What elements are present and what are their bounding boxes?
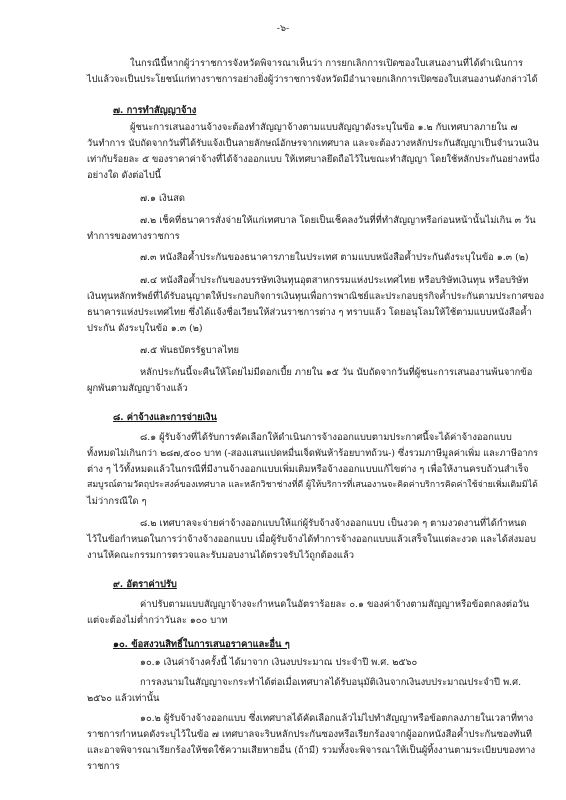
section-7-paragraph-line: วันทำการ นับถัดจากวันที่ได้รับแจ้งเป็นลายลักษณ์อักษรจากเทศบาล และจะต้องวางหลักประกันสัญญาเป็นจำนวนเงิน bbox=[87, 138, 539, 149]
section-9-paragraph-line: แต่จะต้องไม่ต่ำกว่าวันละ ๑๐๐ บาท bbox=[87, 615, 228, 626]
item-10-2-line: ๑๐.๒ ผู้รับจ้างจ้างออกแบบ ซึ่งเทศบาลได้คัดเลือกแล้วไม่ไปทำสัญญาหรือข้อตกลงภายในเวลาที่ทาง bbox=[140, 713, 534, 724]
section-7-paragraph-line: ผู้ชนะการเสนองานจ้างจะต้องทำสัญญาจ้างตามแบบสัญญาดังระบุในข้อ ๑.๒ กับเทศบาลภายใน ๗ bbox=[130, 122, 518, 133]
item-8-1-line: ไม่ว่ากรณีใด ๆ bbox=[87, 496, 147, 507]
item-7-4-line: ประกัน ดังระบุในข้อ ๑.๓ (๒) bbox=[87, 323, 203, 334]
item-8-2-line: ไว้ในข้อกำหนดในการว่าจ้างจ้างออกแบบ เมื่อผู้รับจ้างได้ทำการจ้างออกแบบแล้วเสร็จในแต่ละงวด และได้ส่งมอบ bbox=[87, 534, 536, 545]
section-9-heading: ๙. อัตราค่าปรับ bbox=[113, 579, 177, 590]
item-10-2-line: และอาจพิจารณาเรียกร้องให้ชดใช้ความเสียหายอื่น (ถ้ามี) รวมทั้งจะพิจารณาให้เป็นผู้ทิ้งงานตามระเบียบของทาง bbox=[87, 745, 536, 756]
item-7-2-line: ๗.๒ เช็คที่ธนาคารสั่งจ่ายให้แก่เทศบาล โดยเป็นเช็คลงวันที่ที่ทำสัญญาหรือก่อนหน้านั้นไม่เกิน ๓ วัน bbox=[140, 215, 536, 226]
item-7-1: ๗.๑ เงินสด bbox=[140, 193, 185, 204]
item-10-2-line: ราชการกำหนดดังระบุไว้ในข้อ ๗ เทศบาลจะริบหลักประกันซองหรือเรียกร้องจากผู้ออกหนังสือค้ำประกันซองทันที bbox=[87, 729, 532, 740]
item-8-1-line: ๘.๑ ผู้รับจ้างที่ได้รับการคัดเลือกให้ดำเนินการจ้างออกแบบตามประกาศนี้จะได้ค่าจ้างออกแบบ bbox=[140, 432, 512, 443]
item-10-1-line: ๑๐.๑ เงินค่าจ้างครั้งนี้ ได้มาจาก เงินงบประมาณ ประจำปี พ.ศ. ๒๕๖๐ bbox=[140, 657, 418, 668]
intro-line: ไปแล้วจะเป็นประโยชน์แก่ทางราชการอย่างยิ่งผู้ว่าราชการจังหวัดมีอำนาจยกเลิกการเปิดซองใบเสนองานดังกล่าวได้ bbox=[87, 74, 538, 85]
section-7-paragraph-line: อย่างใด ดังต่อไปนี้ bbox=[87, 170, 162, 181]
item-7-5: ๗.๕ พันธบัตรรัฐบาลไทย bbox=[140, 345, 240, 356]
item-7-4-line: ๗.๔ หนังสือค้ำประกันของบรรษัทเงินทุนอุตสาหกรรมแห่งประเทศไทย หรือบริษัทเงินทุน หรือบริษัท bbox=[140, 275, 529, 286]
section-10-heading: ๑๐. ข้อสงวนสิทธิ์ในการเสนอราคาและอื่น ๆ bbox=[113, 639, 290, 650]
section-9-paragraph-line: ค่าปรับตามแบบสัญญาจ้างจะกำหนดในอัตราร้อยละ ๐.๑ ของค่าจ้างตามสัญญาหรือข้อตกลงต่อวัน bbox=[140, 599, 530, 610]
item-8-1-line: สมบูรณ์ตามวัตถุประสงค์ของเทศบาล และหลักวิชาช่างที่ดี ผู้ให้บริการที่เสนองานจะคิดค่าบริการคิดค่าใช้จ่ายเพิ่มเติมมิได้ bbox=[87, 480, 538, 490]
item-10-1-line: ๒๕๖๐ แล้วเท่านั้น bbox=[87, 693, 160, 704]
item-10-2-line: ราชการ bbox=[87, 761, 120, 772]
item-7-3: ๗.๓ หนังสือค้ำประกันของธนาคารภายในประเทศ ตามแบบหนังสือค้ำประกันดังระบุในข้อ ๑.๓ (๒) bbox=[140, 252, 529, 263]
page-number: -๖- bbox=[276, 23, 290, 34]
item-8-1-line: ทั้งหมดไม่เกินกว่า ๒๘๗,๕๐๐ บาท (-สองแสนแปดหมื่นเจ็ดพันห้าร้อยบาทถ้วน-) ซึ่งรวมภาษีมูลค่าเพิ่ม และภาษีอากร bbox=[87, 448, 539, 459]
section-7-heading: ๗. การทำสัญญาจ้าง bbox=[113, 105, 197, 116]
item-8-2-line: ๘.๒ เทศบาลจะจ่ายค่าจ้างออกแบบให้แก่ผู้รับจ้างจ้างออกแบบ เป็นงวด ๆ ตามงวดงานที่ได้กำหนด bbox=[140, 518, 527, 529]
section-7-paragraph-line: เท่ากับร้อยละ ๕ ของราคาค่าจ้างที่ได้จ้างออกแบบ ให้เทศบาลยึดถือไว้ในขณะทำสัญญา โดยใช้หลักประกันอย่างหนึ่ง bbox=[87, 154, 540, 165]
item-7-2-line: ทำการของทางราชการ bbox=[87, 231, 180, 242]
item-8-2-line: งานให้คณะกรรมการตรวจและรับมอบงานได้ตรวจรับไว้ถูกต้องแล้ว bbox=[87, 550, 354, 561]
return-paragraph-line: หลักประกันนี้จะคืนให้โดยไม่มีดอกเบี้ย ภายใน ๑๕ วัน นับถัดจากวันที่ผู้ชนะการเสนองานพ้นจากข้อ bbox=[140, 367, 533, 378]
intro-line: ในกรณีนี้หากผู้ว่าราชการจังหวัดพิจารณาเห็นว่า การยกเลิกการเปิดซองใบเสนองานที่ได้ดำเนินการ bbox=[130, 58, 524, 69]
item-7-4-line: ธนาคารแห่งประเทศไทย ซึ่งได้แจ้งชื่อเวียนให้ส่วนราชการต่าง ๆ ทราบแล้ว โดยอนุโลมให้ใช้ตามแบบหนังสือค้ำ bbox=[87, 307, 532, 318]
item-10-1-line: การลงนามในสัญญาจะกระทำได้ต่อเมื่อเทศบาลได้รับอนุมัติเงินจากเงินงบประมาณประจำปี พ.ศ. bbox=[140, 677, 522, 688]
return-paragraph-line: ผูกพันตามสัญญาจ้างแล้ว bbox=[87, 383, 188, 394]
section-8-heading: ๘. ค่าจ้างและการจ่ายเงิน bbox=[113, 412, 217, 423]
item-7-4-line: เงินทุนหลักทรัพย์ที่ได้รับอนุญาตให้ประกอบกิจการเงินทุนเพื่อการพาณิชย์และประกอบธุรกิจค้ำประกันตามประกาศของ bbox=[87, 291, 544, 302]
item-8-1-line: ต่าง ๆ ไว้ทั้งหมดแล้วในกรณีที่มีงานจ้างออกแบบเพิ่มเติมหรือจ้างออกแบบแก้ไขต่าง ๆ เพื่อให้งานครบถ้วนสำเร็จ bbox=[87, 464, 529, 475]
